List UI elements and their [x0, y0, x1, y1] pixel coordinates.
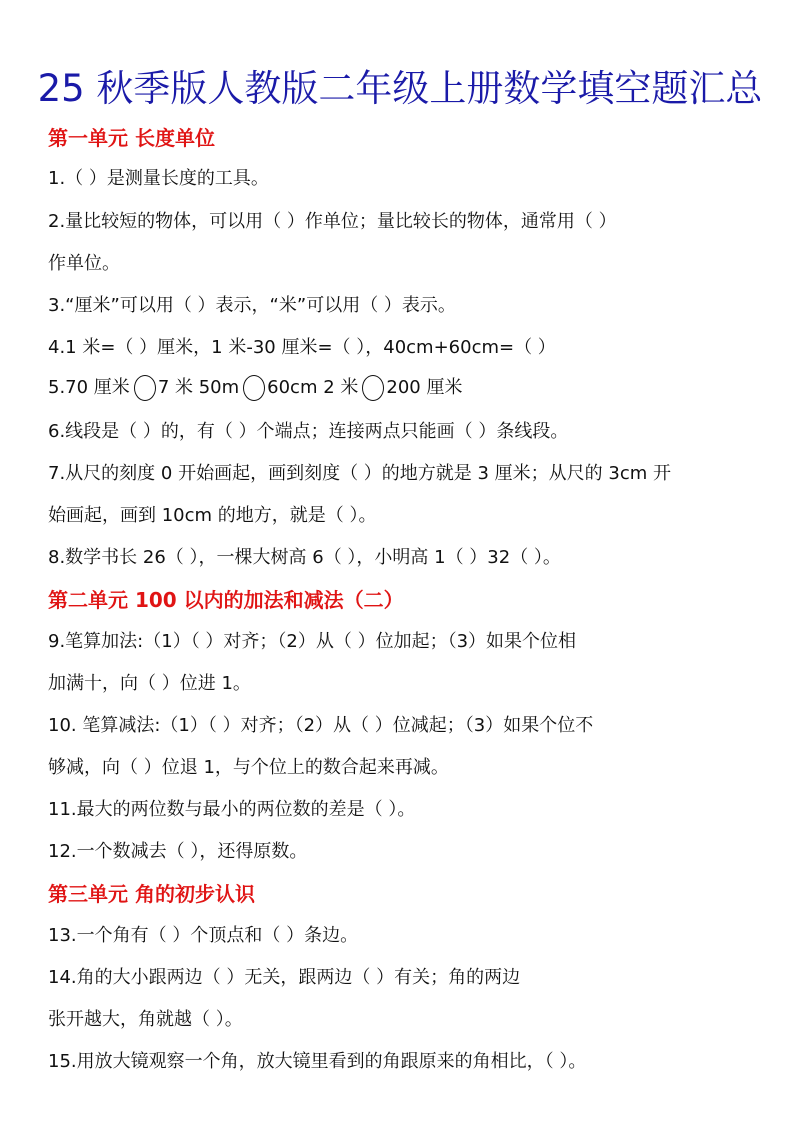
question-12: 12.一个数减去（ ），还得原数。: [48, 841, 308, 862]
compare-circle-2[interactable]: [243, 375, 265, 401]
question-1: 1.（ ）是测量长度的工具。: [48, 168, 269, 189]
compare-circle-3[interactable]: [362, 375, 384, 401]
question-14-line-1: 14.角的大小跟两边（ ）无关，跟两边（ ）有关；角的两边: [48, 967, 521, 988]
question-9-line-2: 加满十，向（ ）位进 1。: [48, 673, 251, 694]
question-14-line-2: 张开越大，角就越（ ）。: [48, 1009, 243, 1030]
q5-item-4: 200 厘米: [386, 377, 463, 398]
question-7-line-2: 始画起，画到 10cm 的地方，就是（ ）。: [48, 505, 377, 526]
question-10-line-2: 够减，向（ ）位退 1，与个位上的数合起来再减。: [48, 757, 449, 778]
question-2-line-1: 2.量比较短的物体，可以用（ ）作单位；量比较长的物体，通常用（ ）: [48, 211, 617, 232]
compare-circle-1[interactable]: [134, 375, 156, 401]
question-11: 11.最大的两位数与最小的两位数的差是（ ）。: [48, 799, 416, 820]
section-heading-unit-3: 第三单元 角的初步认识: [48, 882, 255, 906]
question-2-line-2: 作单位。: [48, 253, 120, 274]
question-8: 8.数学书长 26（ ），一棵大树高 6（ ），小明高 1（ ）32（ ）。: [48, 547, 561, 568]
q5-item-1: 5.70 厘米: [48, 377, 130, 398]
question-15: 15.用放大镜观察一个角，放大镜里看到的角跟原来的角相比，（ ）。: [48, 1051, 587, 1072]
question-4: 4.1 米=（ ）厘米，1 米-30 厘米=（ ），40cm+60cm=（ ）: [48, 337, 556, 358]
q5-item-2: 7 米 50m: [157, 377, 240, 398]
question-5: [48, 373, 760, 401]
section-heading-unit-2: 第二单元 100 以内的加法和减法（二）: [48, 588, 404, 612]
question-7-line-1: 7.从尺的刻度 0 开始画起，画到刻度（ ）的地方就是 3 厘米；从尺的 3cm 开: [48, 463, 672, 484]
question-3: 3.“厘米”可以用（ ）表示，“米”可以用（ ）表示。: [48, 295, 456, 316]
section-heading-unit-1: 第一单元 长度单位: [48, 126, 215, 150]
question-6: 6.线段是（ ）的，有（ ）个端点；连接两点只能画（ ）条线段。: [48, 421, 569, 442]
q5-item-3: 60cm 2 米: [267, 377, 359, 398]
question-13: 13.一个角有（ ）个顶点和（ ）条边。: [48, 925, 359, 946]
question-9-line-1: 9.笔算加法:（1）（ ）对齐；（2）从（ ）位加起；（3）如果个位相: [48, 631, 577, 652]
page-title: 25 秋季版人教版二年级上册数学填空题汇总: [37, 67, 763, 110]
question-10-line-1: 10. 笔算减法:（1）（ ）对齐；（2）从（ ）位减起；（3）如果个位不: [48, 715, 594, 736]
